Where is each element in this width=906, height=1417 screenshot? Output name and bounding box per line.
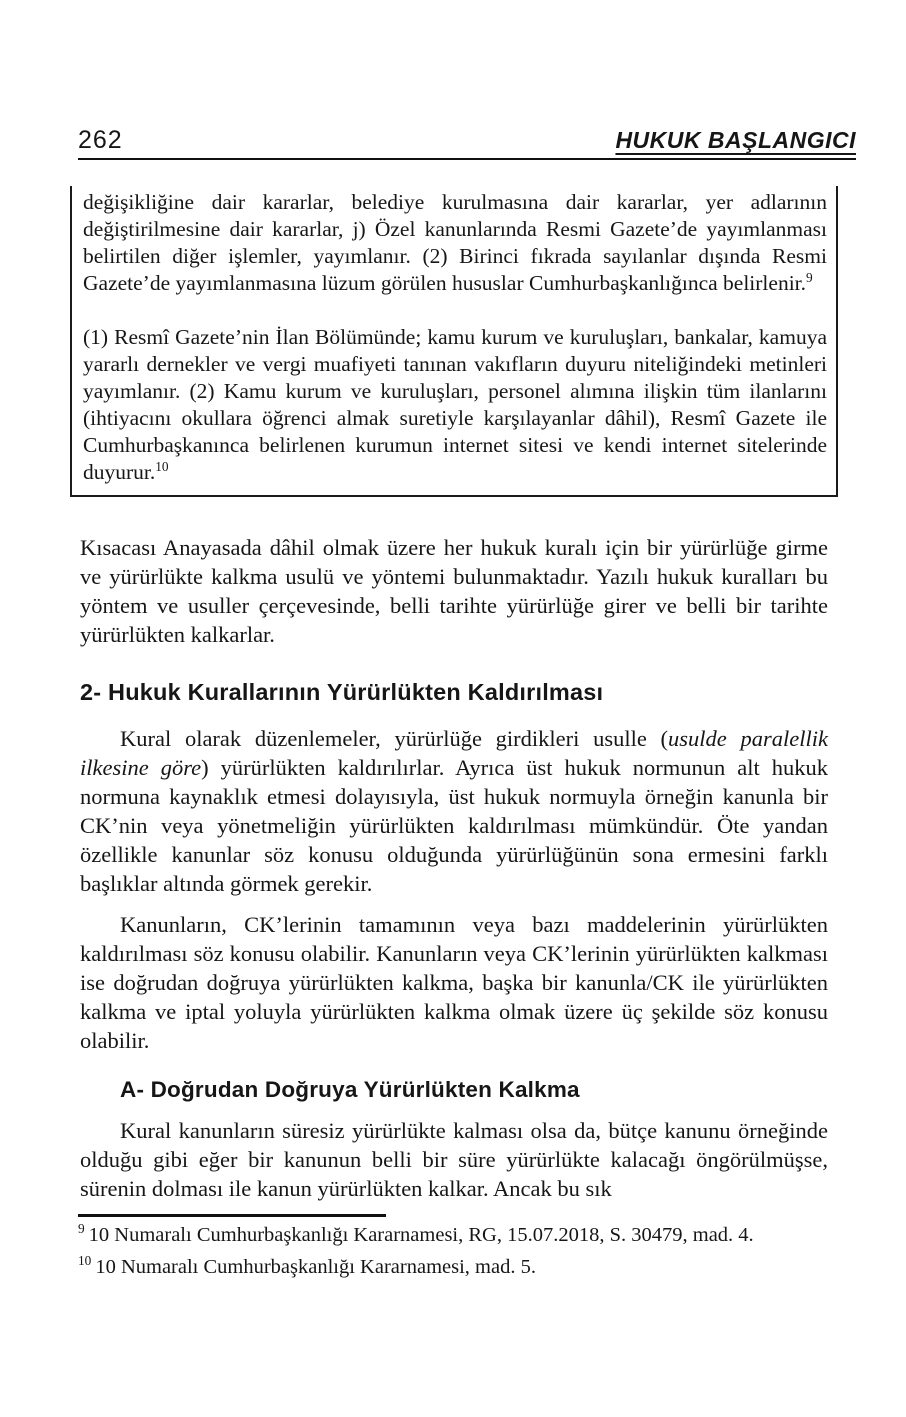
- page-number: 262: [78, 126, 123, 154]
- running-title: HUKUK BAŞLANGICI: [615, 127, 856, 153]
- body-paragraph-kural-kanunlarin: Kural kanunların süresiz yürürlükte kalması olsa da, bütçe kanunu örneğinde olduğu gibi eğer bir kanunun belli bir süre yürürlükte kalacağı öngörülmüşse, sürenin dolması ile kanun yürürlükten kalkar. Ancak bu sık: [80, 1118, 828, 1201]
- footnote-separator: [78, 1214, 386, 1217]
- paragraph-segment: ) yürürlükten kaldırılırlar. Ayrıca üst hukuk normunun alt hukuk normuna kaynaklık etmesi dolayısıyla, üst hukuk normuyla örneğin kanunla bir CK’nin veya yönetmeliğin yürürlükten kaldırılması mümkündür. Öte yandan özellikle kanunlar söz konusu olduğunda yürürlüğünün sona ermesini farklı başlıklar altında görmek gerekir.: [80, 755, 828, 896]
- quote-paragraph-1: [83, 189, 827, 297]
- footnote-10: [78, 1254, 828, 1281]
- footnote-9: [78, 1222, 828, 1249]
- footnote-marker-9: 9: [78, 1221, 85, 1237]
- body-paragraph-kural-olarak: [80, 724, 828, 898]
- footnote-ref-9: 9: [806, 269, 813, 285]
- body-paragraph-kanunlarin: Kanunların, CK’lerinin tamamının veya bazı maddelerinin yürürlükten kaldırılması söz konusu olabilir. Kanunların veya CK’lerinin yürürlükten kalkması ise doğrudan doğruya yürürlükten kalkma, başka bir kanunla/CK ile yürürlükten kalkma ve iptal yoluyla yürürlükten kalkma olmak üzere üç şekilde söz konusu olabilir.: [80, 912, 828, 1053]
- footnote-10-text: 10 Numaralı Cumhurbaşkanlığı Kararnamesi, mad. 5.: [95, 1256, 536, 1278]
- footnote-9-text: 10 Numaralı Cumhurbaşkanlığı Kararnamesi, RG, 15.07.2018, S. 30479, mad. 4.: [88, 1224, 754, 1246]
- italic-phrase-usulde-paralellik: usulde paralellik ilkesine göre: [80, 726, 828, 780]
- paragraph-segment: Kural olarak düzenlemeler, yürürlüğe girdikleri usulle (: [120, 726, 669, 751]
- quote-paragraph-2-text: (1) Resmî Gazete’nin İlan Bölümünde; kamu kurum ve kuruluşları, bankalar, kamuya yararlı dernekler ve vergi muafiyeti tanınan vakıfların duyuru niteliğindeki metinleri yayımlanır. (2) Kamu kurum ve kuruluşları, personel alımına ilişkin tüm ilanlarını (ihtiyacını okullara öğrenci almak suretiyle karşılayanlar dâhil), Resmî Gazete ile Cumhurbaşkanınca belirlenen kurumun internet sitesi ve kendi internet sitelerinde duyurur.: [83, 325, 827, 484]
- footnotes-section: [78, 1214, 828, 1281]
- quote-paragraph-2: [83, 324, 827, 486]
- section-heading: 2- Hukuk Kurallarının Yürürlükten Kaldırılması: [80, 679, 604, 705]
- page-header: [78, 126, 856, 155]
- quote-paragraph-1-text: değişikliğine dair kararlar, belediye kurulmasına dair kararlar, yer adlarının değiştirilmesine dair kararlar, j) Özel kanunlarında Resmi Gazete’de yayımlanması belirtilen diğer işlemler, yayımlanır. (2) Birinci fıkrada sayılanlar dışında Resmi Gazete’de yayımlanmasına lüzum görülen hususlar Cumhurbaşkanlığınca belirlenir.: [83, 190, 827, 295]
- body-paragraph-kisacasi: Kısacası Anayasada dâhil olmak üzere her hukuk kuralı için bir yürürlüğe girme ve yürürlükte kalkma usulü ve yöntemi bulunmaktadır. Yazılı hukuk kuralları bu yöntem ve usuller çerçevesinde, belli tarihte yürürlüğe girer ve belli bir tarihte yürürlükten kalkarlar.: [80, 535, 828, 647]
- header-rule: [78, 158, 856, 160]
- footnote-ref-10: 10: [155, 458, 169, 474]
- footnote-marker-10: 10: [78, 1253, 92, 1269]
- statute-quote-box: [70, 186, 838, 497]
- subsection-heading: A- Doğrudan Doğruya Yürürlükten Kalkma: [120, 1077, 580, 1102]
